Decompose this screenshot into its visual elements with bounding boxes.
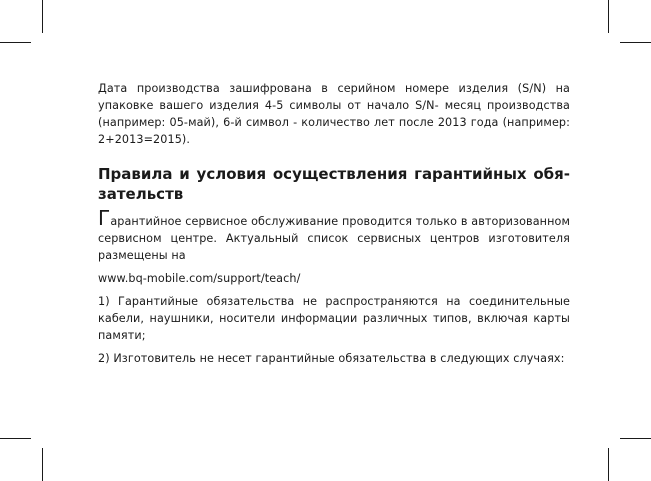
manufacture-date-paragraph: Дата производства зашифрована в серийном номере изделия (S/N) на упаковке вашего изделия 4-5 символы от начало S/N- месяц производства (например: 05-май), 6-й символ - количество лет после 2013 года (например: 2+2013=2015). [98,82,570,146]
warranty-intro-paragraph [98,206,570,264]
document-page [98,80,570,367]
crop-mark-top-left-vertical [42,0,43,33]
crop-mark-bottom-left-vertical [42,448,43,481]
crop-mark-bottom-left-horizontal [0,438,31,439]
warranty-intro-text: арантийное сервисное обслуживание проводится только в авторизованном сервисном центре. Актуальный список сервисных центров изготовителя размещены на [98,215,570,262]
warranty-item-1: 1) Гарантийные обязательства не распространяются на соединительные кабели, наушники, носители информации различных типов, включая карты памяти; [98,295,570,342]
crop-mark-bottom-right-vertical [608,448,609,481]
crop-mark-bottom-right-horizontal [620,438,651,439]
crop-mark-top-right-horizontal [620,42,651,43]
drop-cap-letter: Г [98,206,111,230]
service-centers-url: www.bq-mobile.com/support/teach/ [98,272,301,285]
warranty-terms-heading: Правила и условия осуществления гарантийных обязательств [98,165,570,203]
warranty-item-2: 2) Изготовитель не несет гарантийные обязательства в следующих случаях: [98,352,565,365]
crop-mark-top-right-vertical [608,0,609,33]
crop-mark-top-left-horizontal [0,42,31,43]
